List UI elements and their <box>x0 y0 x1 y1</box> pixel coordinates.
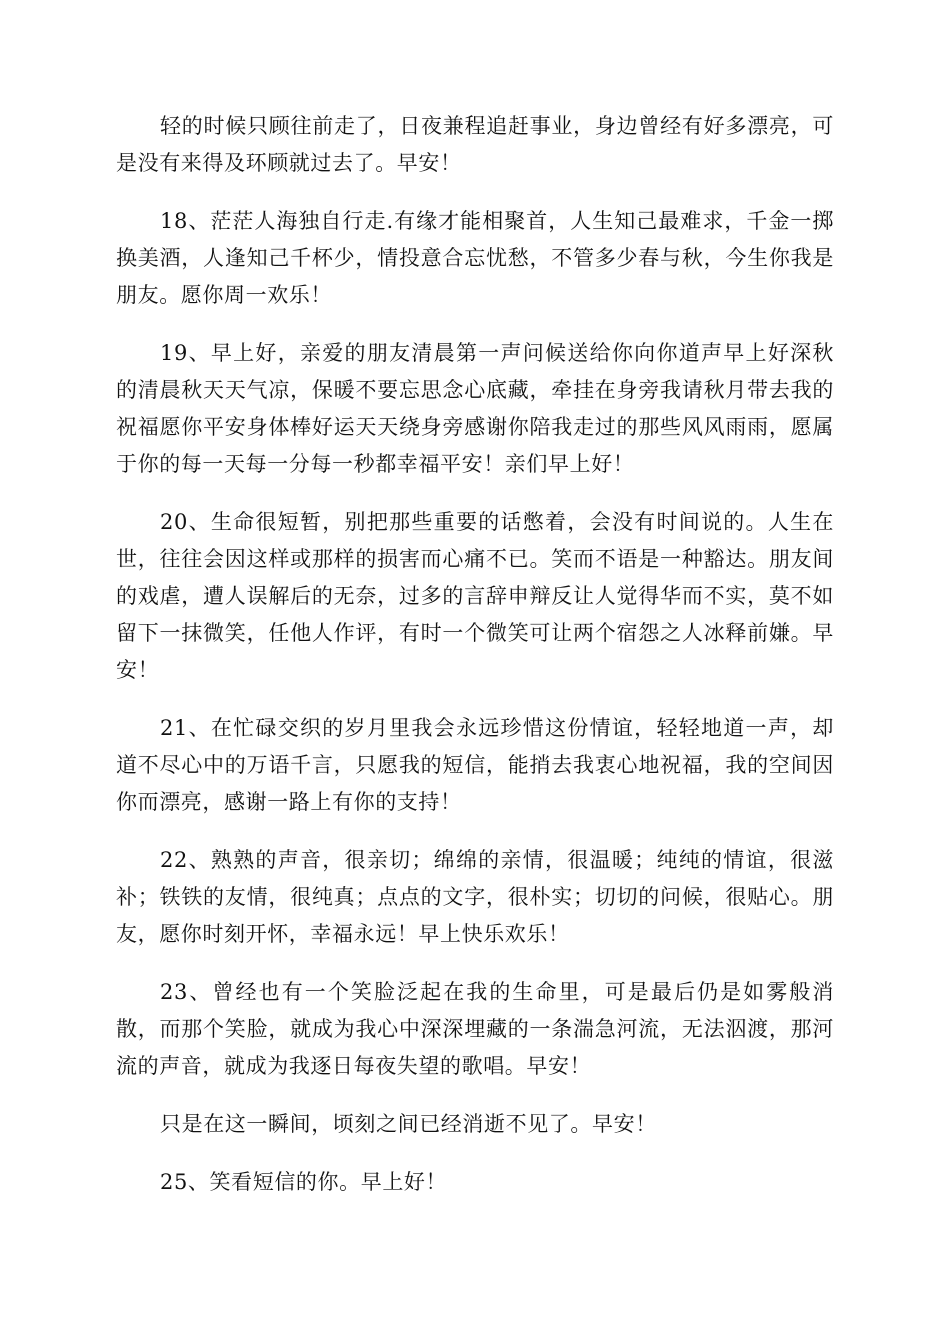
paragraph: 19、早上好，亲爱的朋友清晨第一声问候送给你向你道声早上好深秋的清晨秋天天气凉，保暖不要忘思念心底藏，牵挂在身旁我请秋月带去我的祝福愿你平安身体棒好运天天绕身旁感谢你陪我走过的那些风风雨雨，愿属于你的每一天每一分每一秒都幸福平安！亲们早上好！ <box>116 341 834 476</box>
paragraph: 20、生命很短暂，别把那些重要的话憋着，会没有时间说的。人生在世，往往会因这样或那样的损害而心痛不已。笑而不语是一种豁达。朋友间的戏虐，遭人误解后的无奈，过多的言辞申辩反让人觉得华而不实，莫不如留下一抹微笑，任他人作评，有时一个微笑可让两个宿怨之人冰释前嫌。早安！ <box>116 510 834 682</box>
paragraph: 25、笑看短信的你。早上好！ <box>160 1170 448 1194</box>
paragraph: 21、在忙碌交织的岁月里我会永远珍惜这份情谊，轻轻地道一声，却道不尽心中的万语千言，只愿我的短信，能捎去我衷心地祝福，我的空间因你而漂亮，感谢一路上有你的支持！ <box>116 716 834 814</box>
paragraph: 23、曾经也有一个笑脸泛起在我的生命里，可是最后仍是如雾般消散，而那个笑脸，就成为我心中深深埋藏的一条湍急河流，无法泅渡，那河流的声音，就成为我逐日每夜失望的歌唱。早安！ <box>116 980 834 1078</box>
paragraph: 22、熟熟的声音，很亲切；绵绵的亲情，很温暖；纯纯的情谊，很滋补；铁铁的友情，很纯真；点点的文字，很朴实；切切的问候，很贴心。朋友，愿你时刻开怀，幸福永远！早上快乐欢乐！ <box>116 848 834 946</box>
document-body <box>116 108 834 1222</box>
paragraph: 轻的时候只顾往前走了，日夜兼程追赶事业，身边曾经有好多漂亮，可是没有来得及环顾就过去了。早安！ <box>116 114 834 175</box>
paragraph: 18、茫茫人海独自行走.有缘才能相聚首，人生知己最难求，千金一掷换美酒，人逢知己千杯少，情投意合忘忧愁，不管多少春与秋，今生你我是朋友。愿你周一欢乐！ <box>116 209 834 307</box>
paragraph: 只是在这一瞬间，顷刻之间已经消逝不见了。早安！ <box>160 1112 657 1136</box>
